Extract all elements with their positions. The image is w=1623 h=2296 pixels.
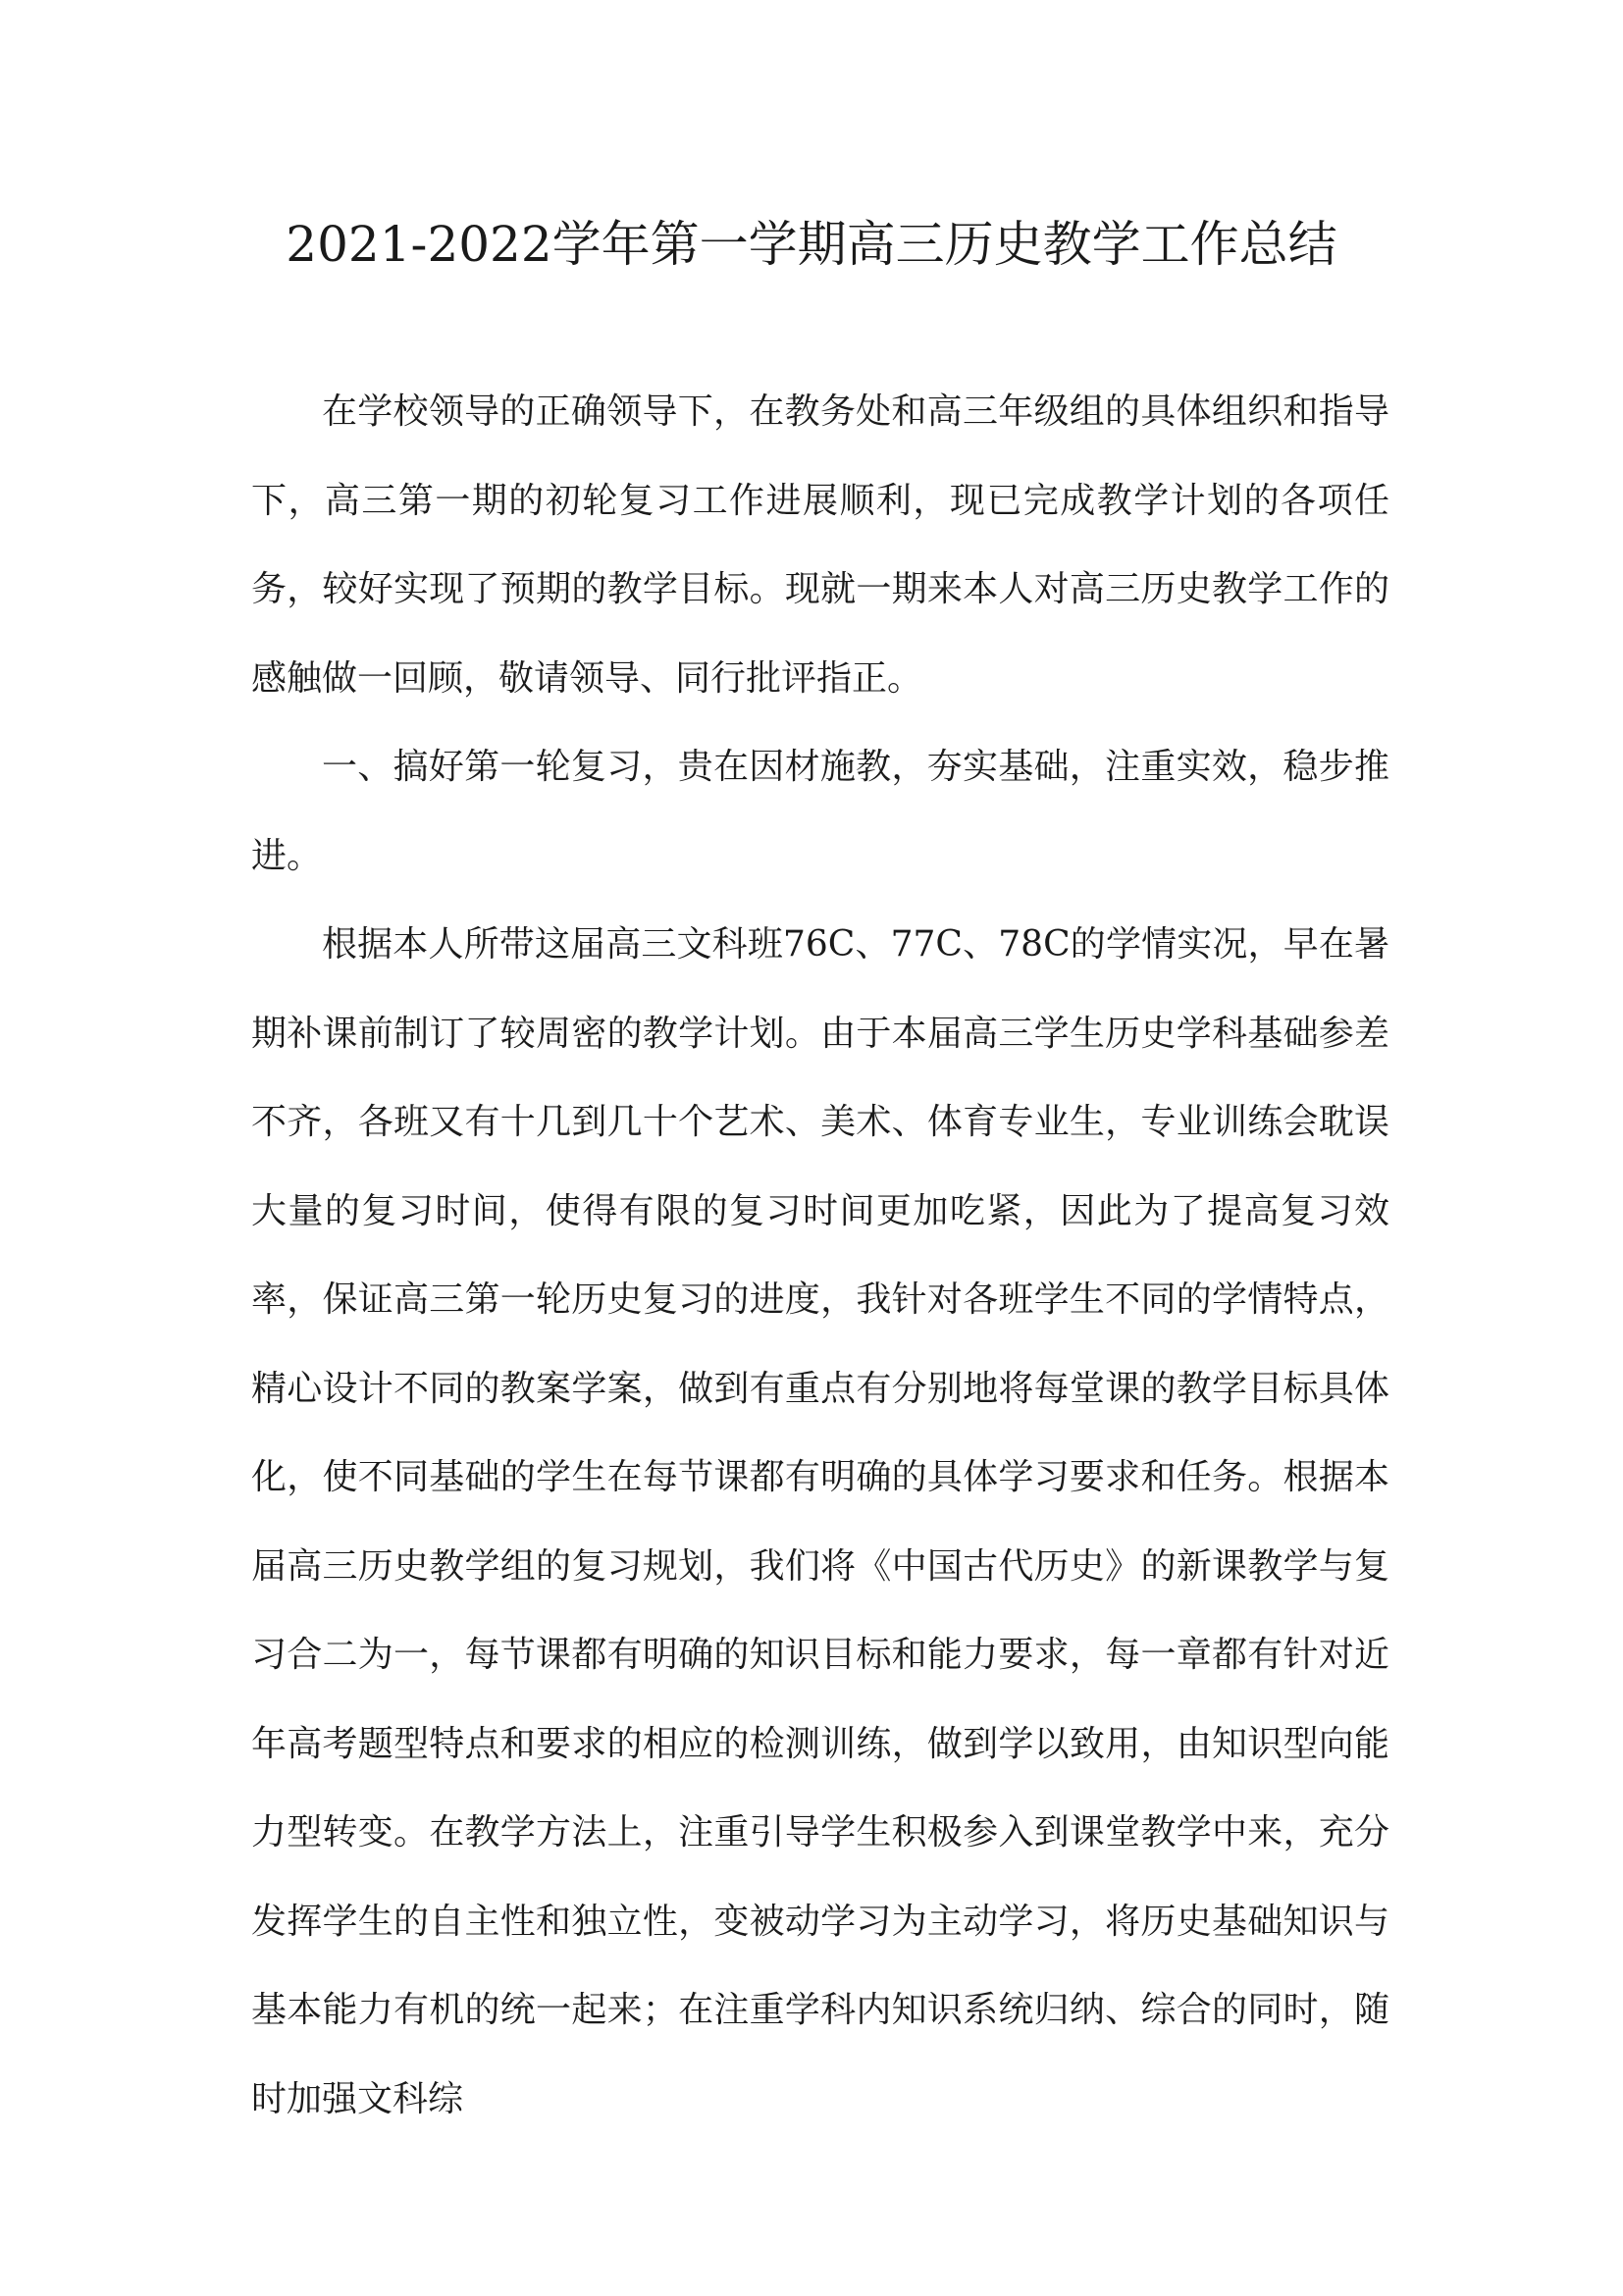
- document-body: [251, 368, 1389, 2144]
- paragraph-teaching-plan: 根据本人所带这届高三文科班76C、77C、78C的学情实况，早在暑期补课前制订了较周密的教学计划。由于本届高三学生历史学科基础参差不齐，各班又有十几到几十个艺术、美术、体育专业生，专业训练会耽误大量的复习时间，使得有限的复习时间更加吃紧，因此为了提高复习效率，保证高三第一轮历史复习的进度，我针对各班学生不同的学情特点，精心设计不同的教案学案，做到有重点有分别地将每堂课的教学目标具体化，使不同基础的学生在每节课都有明确的具体学习要求和任务。根据本届高三历史教学组的复习规划，我们将《中国古代历史》的新课教学与复习合二为一，每节课都有明确的知识目标和能力要求，每一章都有针对近年高考题型特点和要求的相应的检测训练，做到学以致用，由知识型向能力型转变。在教学方法上，注重引导学生积极参入到课堂教学中来，充分发挥学生的自主性和独立性，变被动学习为主动学习，将历史基础知识与基本能力有机的统一起来；在注重学科内知识系统归纳、综合的同时，随时加强文科综: [251, 924, 1389, 2119]
- paragraph-intro: 在学校领导的正确领导下，在教务处和高三年级组的具体组织和指导下，高三第一期的初轮复习工作进展顺利，现已完成教学计划的各项任务，较好实现了预期的教学目标。现就一期来本人对高三历史教学工作的感触做一回顾，敬请领导、同行批评指正。: [251, 391, 1389, 699]
- paragraph-section-heading: 一、搞好第一轮复习，贵在因材施教，夯实基础，注重实效，稳步推进。: [251, 747, 1389, 876]
- document-title: 2021-2022学年第一学期高三历史教学工作总结: [286, 216, 1337, 273]
